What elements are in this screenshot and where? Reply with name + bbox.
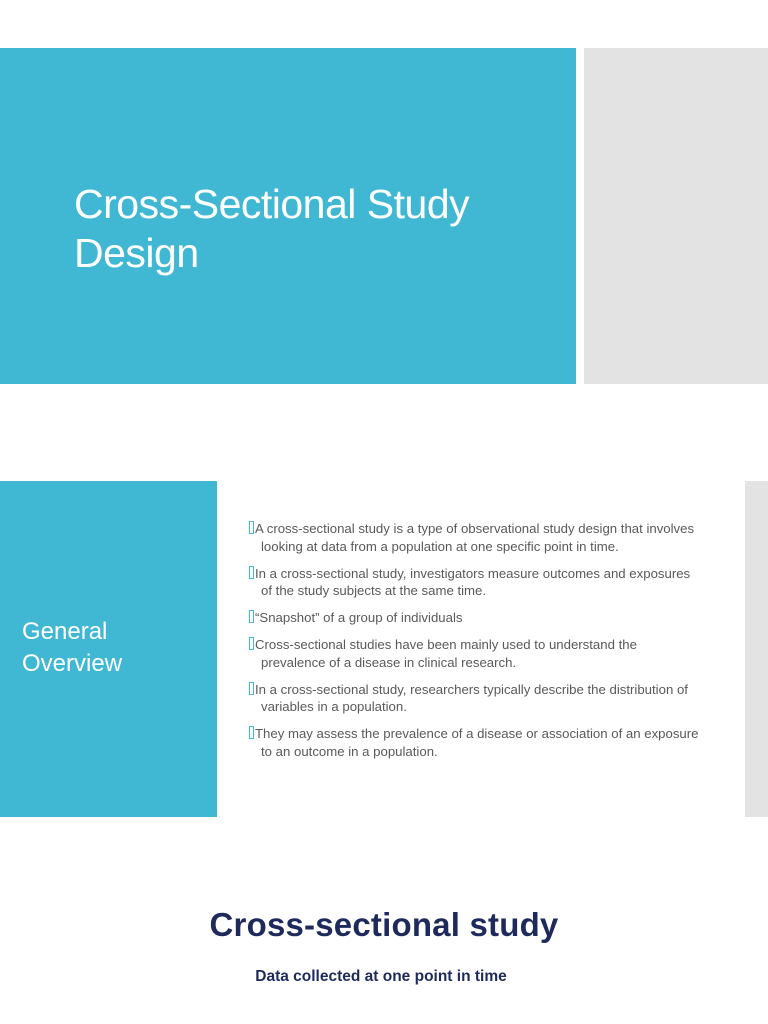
overview-heading: General Overview <box>22 618 123 677</box>
list-item: They may assess the prevalence of a disease or association of an exposure to an outcome in a population. <box>249 725 699 760</box>
bullet-box-icon <box>249 521 254 534</box>
slide-title: Cross-Sectional Study Design <box>74 181 470 276</box>
bullet-box-icon <box>249 637 254 650</box>
bullet-box-icon <box>249 610 254 623</box>
overview-slide-side-panel <box>745 481 768 817</box>
graphic-subtitle: Data collected at one point in time <box>255 968 507 985</box>
bullet-box-icon <box>249 566 254 579</box>
list-item: In a cross-sectional study, researchers typically describe the distribution of variables in a population. <box>249 681 699 716</box>
list-item: Cross-sectional studies have been mainly used to understand the prevalence of a disease in clinical research. <box>249 636 699 671</box>
list-item: A cross-sectional study is a type of observational study design that involves looking at data from a population at one specific point in time. <box>249 520 699 555</box>
list-item: In a cross-sectional study, investigators measure outcomes and exposures of the study subjects at the same time. <box>249 565 699 600</box>
title-slide-side-panel <box>584 48 768 384</box>
graphic-title: Cross-sectional study <box>209 906 559 943</box>
bullet-box-icon <box>249 726 254 739</box>
bullet-box-icon <box>249 682 254 695</box>
overview-bullet-list <box>249 520 699 770</box>
list-item: “Snapshot” of a group of individuals <box>249 609 699 627</box>
